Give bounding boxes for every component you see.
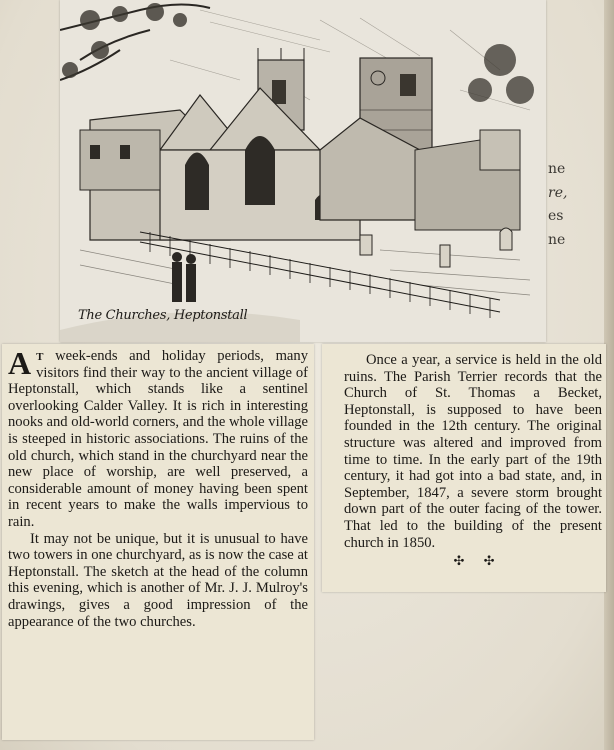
article-column-right: [322, 344, 606, 592]
bleed-line: ne: [548, 161, 566, 177]
bleed-line: ne: [548, 231, 566, 248]
article-paragraph: It may not be unique, but it is unusual to have two towers in one churchyard, as is now the case at Heptonstall. The sketch at the head of the column this evening, which is another of Mr. J. J. Mulroy's drawings, gives a good impression of the appearance of the two churches.: [8, 530, 308, 630]
church-sketch-illustration: [60, 0, 546, 342]
bleed-through-text: [548, 158, 604, 252]
bleed-line: es: [548, 208, 564, 224]
drop-cap: A: [8, 345, 32, 381]
sketch-caption: The Churches, Heptonstall: [78, 308, 248, 323]
paragraph-text: week-ends and holiday periods, many visitors find their way to the ancient village of Heptonstall, which stands like a sentinel overlooking Calder Valley. It is rich in interesting nooks and old-world corners, and the whole village is steeped in historic associations. The ruins of the old church, which stand in the churchyard near the new place of worship, are well preserved, a considerable amount of money having been spent in recent years to make the walls impervious to rain.: [8, 348, 308, 530]
lead-smallcaps: t: [36, 348, 44, 364]
article-paragraph: [8, 345, 308, 531]
article-paragraph: Once a year, a service is held in the old ruins. The Parish Terrier records that the Church of St. Thomas a Becket, Heptonstall, is supposed to have been founded in the 12th century. The original structure was altered and improved from time to time. In the early part of the 19th century, it had got into a bad state, and, in September, 1847, a severe storm brought down part of the outer facing of the tower. That led to the building of the present church in 1850.: [344, 352, 602, 551]
article-column-left: [2, 344, 314, 740]
ornament-divider: ✣ ✣: [453, 553, 503, 569]
church-sketch-clipping: [60, 0, 546, 342]
bleed-line: re,: [548, 184, 568, 201]
